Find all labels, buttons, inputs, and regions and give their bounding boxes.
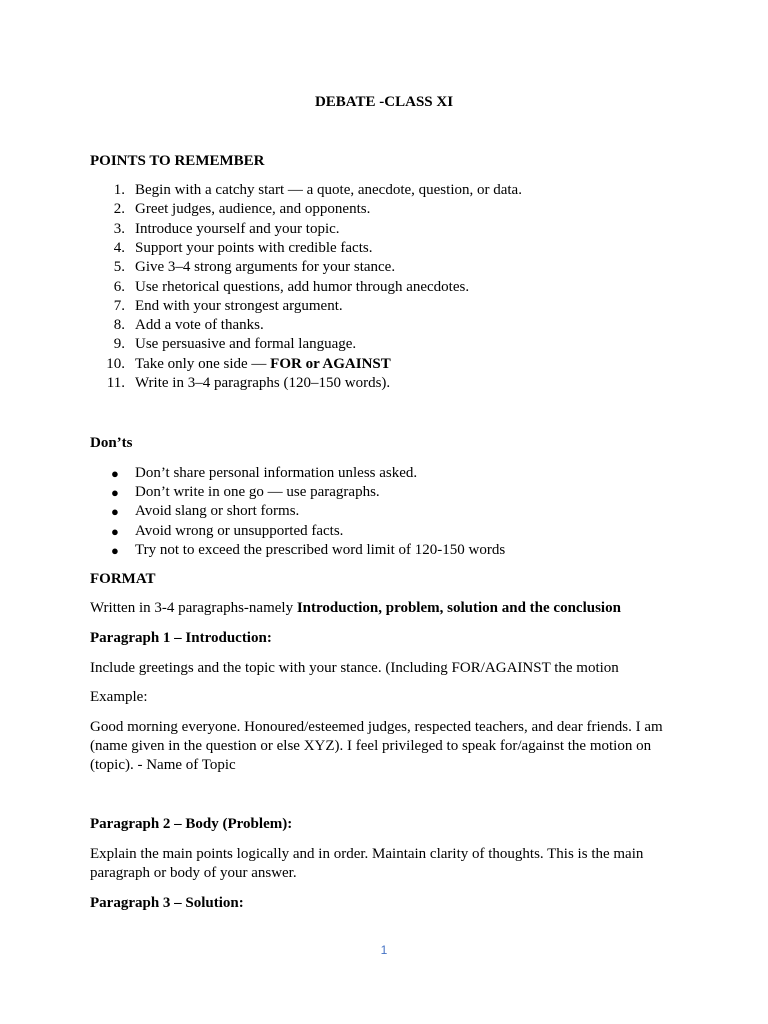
list-item-number: 6. [113, 279, 125, 295]
page-number: 1 [380, 943, 388, 957]
donts-heading: Don’ts [90, 435, 133, 451]
list-item-bold: FOR or AGAINST [270, 356, 391, 372]
bullet-icon: ● [111, 485, 119, 500]
paragraph-1-text: Include greetings and the topic with your stance. (Including FOR/AGAINST the motion [90, 660, 619, 676]
list-item-label: Support your points with credible facts. [135, 240, 373, 256]
list-item-number: 2. [113, 201, 125, 217]
list-item-text [135, 316, 264, 335]
list-item-number: 10. [106, 356, 125, 372]
format-paragraph [90, 599, 621, 618]
example-label: Example: [90, 689, 148, 705]
list-item-text [135, 335, 356, 354]
list-item-label: Add a vote of thanks. [135, 317, 264, 333]
list-item-number: 4. [113, 240, 125, 256]
list-item-number: 5. [113, 259, 125, 275]
format-text: Written in 3-4 paragraphs-namely [90, 600, 297, 616]
paragraph-1-heading: Paragraph 1 – Introduction: [90, 630, 272, 646]
format-bold-text: Introduction, problem, solution and the conclusion [296, 600, 621, 616]
list-item-number: 3. [113, 221, 125, 237]
list-item-number: 11. [106, 375, 125, 391]
paragraph-2-heading: Paragraph 2 – Body (Problem): [90, 816, 293, 832]
list-item-number: 8. [113, 317, 125, 333]
list-item-label: Introduce yourself and your topic. [135, 221, 340, 237]
list-item-label: Use persuasive and formal language. [135, 336, 357, 352]
example-text: Good morning everyone. Honoured/esteemed judges, respected teachers, and dear friends. I am (name given in the question or else XYZ). I feel privileged to speak for/against the motion on (topic). - Name of Topic [90, 719, 663, 773]
format-heading: FORMAT [90, 571, 156, 587]
points-heading: POINTS TO REMEMBER [90, 153, 265, 169]
list-item-text [135, 220, 340, 239]
bullet-icon: ● [111, 543, 119, 558]
list-item-label: Begin with a catchy start — a quote, anecdote, question, or data. [135, 182, 522, 198]
list-item-label: End with your strongest argument. [135, 298, 343, 314]
list-item-text: Avoid slang or short forms. [135, 503, 300, 519]
bullet-icon: ● [111, 466, 119, 481]
list-item-text: Try not to exceed the prescribed word limit of 120-150 words [135, 542, 506, 558]
list-item-label: Greet judges, audience, and opponents. [135, 201, 371, 217]
list-item-text: Avoid wrong or unsupported facts. [135, 523, 344, 539]
list-item-text [135, 355, 391, 374]
list-item-text [135, 239, 372, 258]
paragraph-2-text: Explain the main points logically and in order. Maintain clarity of thoughts. This is the main paragraph or body of your answer. [90, 846, 644, 881]
list-item-text [135, 278, 469, 297]
list-item-text [135, 374, 390, 393]
list-item-text [135, 297, 343, 316]
paragraph-3-heading: Paragraph 3 – Solution: [90, 895, 244, 911]
list-item-text: Don’t write in one go — use paragraphs. [135, 484, 380, 500]
list-item-label: Take only one side — [135, 356, 271, 372]
list-item-number: 7. [113, 298, 125, 314]
bullet-icon: ● [111, 524, 119, 539]
list-item-text [135, 200, 370, 219]
list-item-label: Give 3–4 strong arguments for your stance. [135, 259, 396, 275]
bullet-icon: ● [111, 504, 119, 519]
list-item-text [135, 181, 522, 200]
list-item-number: 9. [113, 336, 125, 352]
list-item-label: Write in 3–4 paragraphs (120–150 words). [135, 375, 391, 391]
list-item-text [135, 258, 395, 277]
list-item-label: Use rhetorical questions, add humor through anecdotes. [135, 279, 470, 295]
list-item-text: Don’t share personal information unless asked. [135, 465, 418, 481]
list-item-number: 1. [113, 182, 125, 198]
document-title: DEBATE -CLASS XI [314, 94, 454, 110]
